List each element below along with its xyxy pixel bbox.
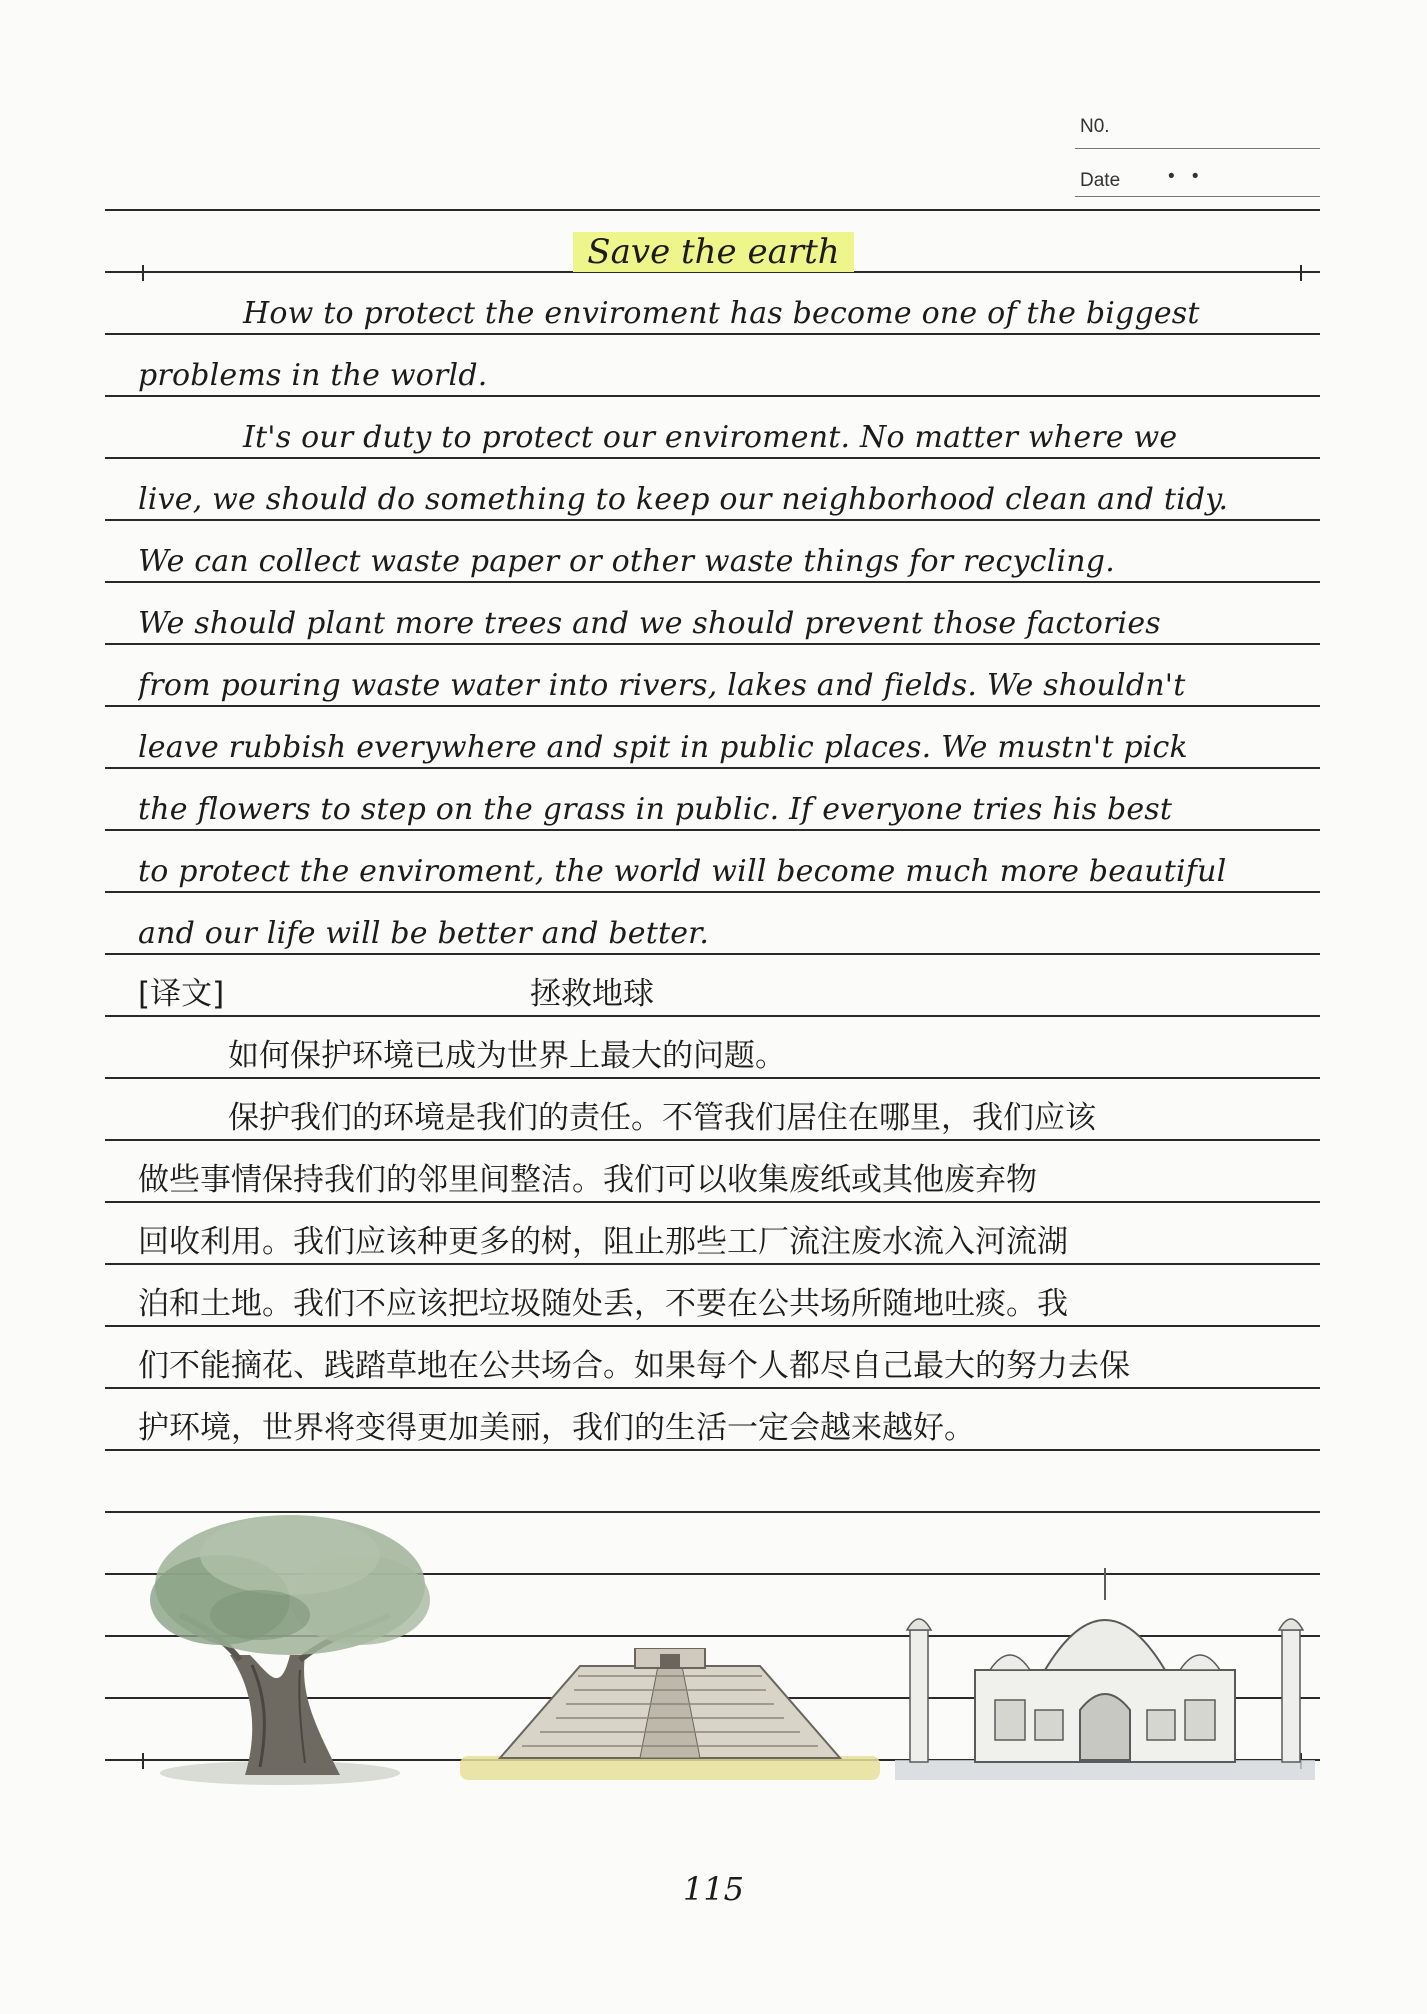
essay-line: How to protect the enviroment has become one of the biggest — [243, 296, 1200, 331]
tree-illustration — [140, 1505, 440, 1790]
number-label: N0. — [1080, 116, 1110, 137]
essay-line: to protect the enviroment, the world will become much more beautiful — [138, 854, 1227, 889]
essay-line: We should plant more trees and we should prevent those factories — [138, 606, 1161, 641]
date-line — [1075, 196, 1320, 197]
taj-mahal-illustration — [895, 1560, 1315, 1790]
translation-label: [译文] — [138, 976, 225, 1012]
number-line — [1075, 148, 1320, 149]
translation-line: 回收利用。我们应该种更多的树，阻止那些工厂流注废水流入河流湖 — [138, 1224, 1068, 1260]
translation-line: 如何保护环境已成为世界上最大的问题。 — [228, 1038, 786, 1074]
title-container — [0, 232, 1427, 272]
essay-line: the flowers to step on the grass in public. If everyone tries his best — [138, 792, 1173, 827]
essay-line: problems in the world. — [138, 358, 488, 393]
translation-title: 拯救地球 — [530, 976, 654, 1012]
ruled-line — [105, 209, 1320, 211]
essay-line: We can collect waste paper or other waste things for recycling. — [138, 544, 1115, 579]
date-dots: • • — [1168, 166, 1205, 187]
essay-line: and our life will be better and better. — [138, 916, 710, 951]
essay-line: It's our duty to protect our enviroment. No matter where we — [243, 420, 1178, 455]
essay-title: Save the earth — [573, 232, 853, 272]
translation-line: 泊和土地。我们不应该把垃圾随处丢，不要在公共场所随地吐痰。我 — [138, 1286, 1068, 1322]
essay-line: from pouring waste water into rivers, lakes and fields. We shouldn't — [138, 668, 1186, 703]
pyramid-illustration — [460, 1648, 880, 1783]
essay-line: live, we should do something to keep our neighborhood clean and tidy. — [138, 482, 1229, 517]
page-number: 115 — [682, 1870, 745, 1908]
date-label: Date — [1080, 170, 1121, 191]
translation-line: 们不能摘花、践踏草地在公共场合。如果每个人都尽自己最大的努力去保 — [138, 1348, 1130, 1384]
essay-line: leave rubbish everywhere and spit in public places. We mustn't pick — [138, 730, 1188, 765]
translation-line: 保护我们的环境是我们的责任。不管我们居住在哪里，我们应该 — [228, 1100, 1096, 1136]
translation-line: 做些事情保持我们的邻里间整洁。我们可以收集废纸或其他废弃物 — [138, 1162, 1037, 1198]
translation-line: 护环境，世界将变得更加美丽，我们的生活一定会越来越好。 — [138, 1410, 975, 1446]
